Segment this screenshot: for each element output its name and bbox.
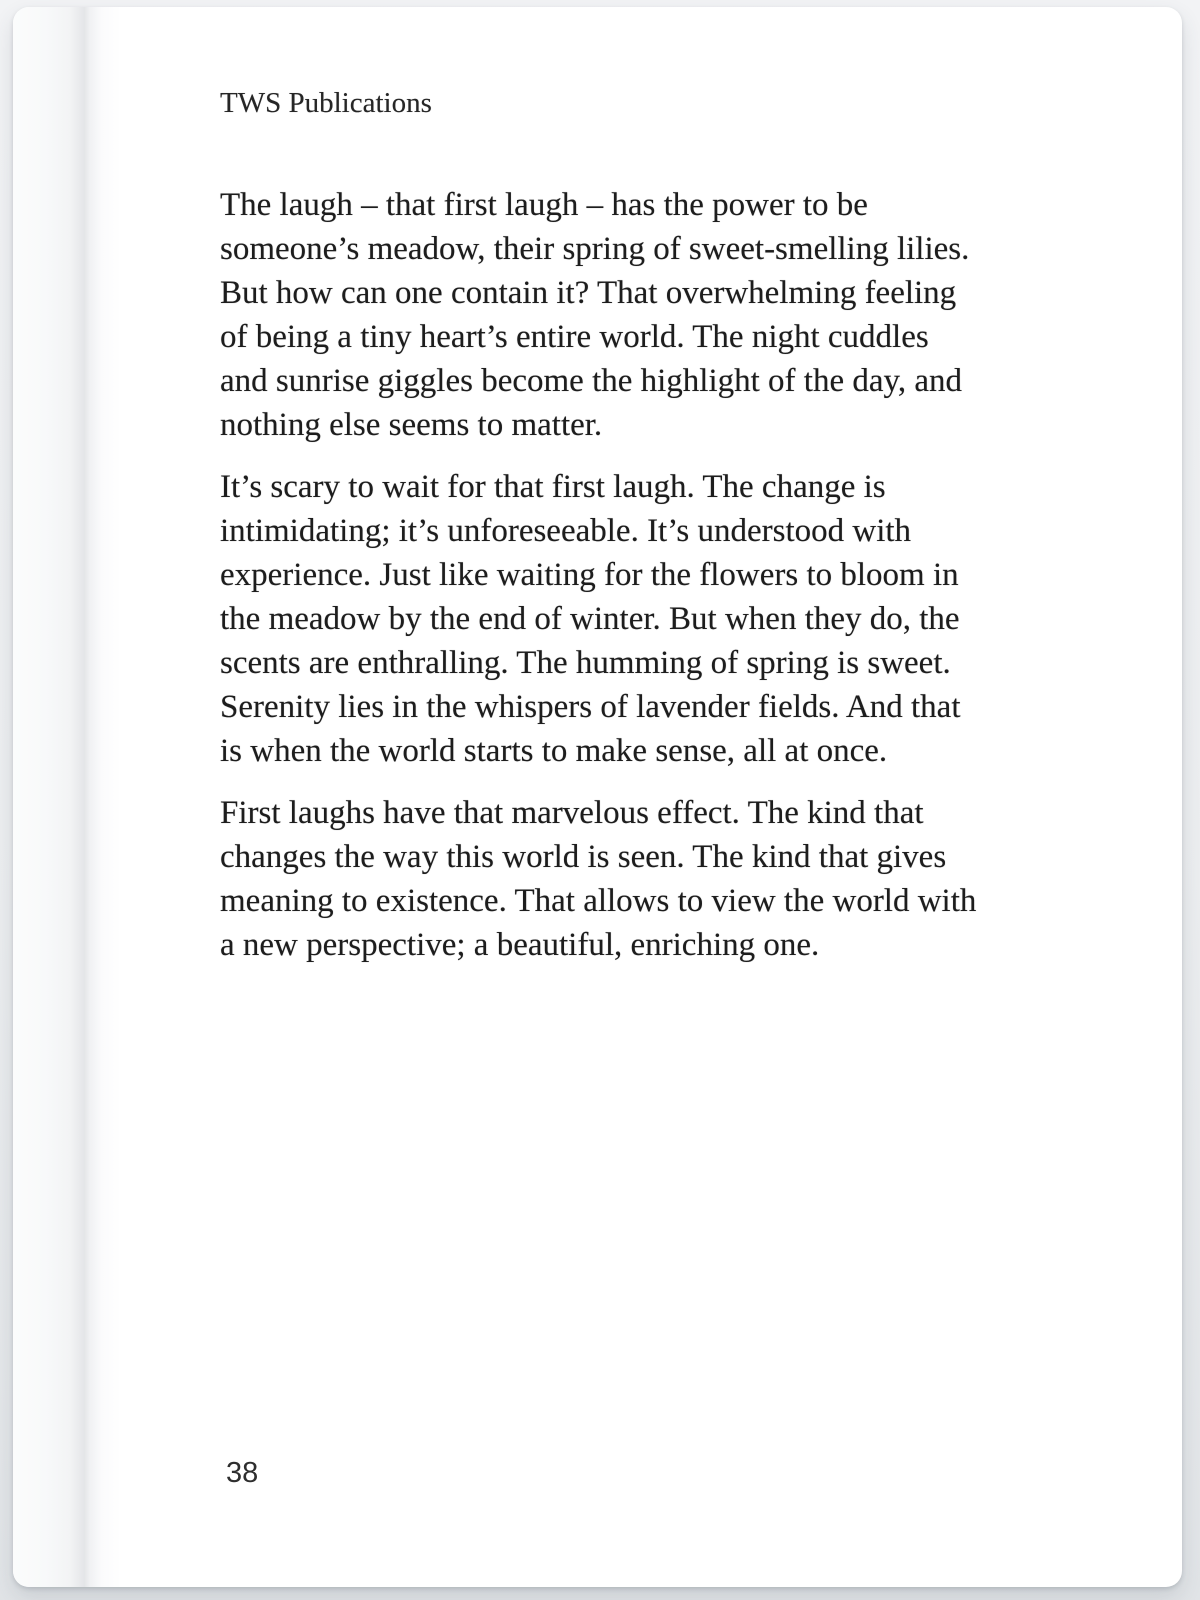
text-line: But how can one contain it? That overwhelming feeling	[220, 275, 957, 311]
text-line: someone’s meadow, their spring of sweet-smelling lilies.	[220, 231, 970, 267]
text-line: and sunrise giggles become the highlight of the day, and	[220, 363, 963, 399]
book-page	[13, 7, 1182, 1587]
text-line: changes the way this world is seen. The kind that gives	[220, 839, 947, 875]
body-paragraphs	[220, 183, 1060, 967]
text-line: meaning to existence. That allows to view the world with	[220, 883, 977, 919]
text-line: experience. Just like waiting for the flowers to bloom in	[220, 557, 959, 593]
text-line: First laughs have that marvelous effect. The kind that	[220, 795, 924, 831]
text-line: a new perspective; a beautiful, enriching one.	[220, 927, 820, 963]
text-line: scents are enthralling. The humming of spring is sweet.	[220, 645, 951, 681]
text-line: The laugh – that first laugh – has the power to be	[220, 187, 868, 223]
paragraph	[220, 465, 1060, 773]
page-number: 38	[226, 1457, 259, 1489]
running-header: TWS Publications	[220, 87, 432, 119]
text-line: is when the world starts to make sense, all at once.	[220, 733, 888, 769]
text-line: nothing else seems to matter.	[220, 407, 603, 443]
text-line: Serenity lies in the whispers of lavender fields. And that	[220, 689, 961, 725]
paragraph	[220, 183, 1060, 447]
paragraph	[220, 791, 1060, 967]
page-content	[220, 85, 1060, 985]
text-line: It’s scary to wait for that first laugh. The change is	[220, 469, 886, 505]
text-line: intimidating; it’s unforeseeable. It’s understood with	[220, 513, 912, 549]
text-line: the meadow by the end of winter. But when they do, the	[220, 601, 960, 637]
text-line: of being a tiny heart’s entire world. The night cuddles	[220, 319, 929, 355]
book-spine	[13, 7, 121, 1587]
